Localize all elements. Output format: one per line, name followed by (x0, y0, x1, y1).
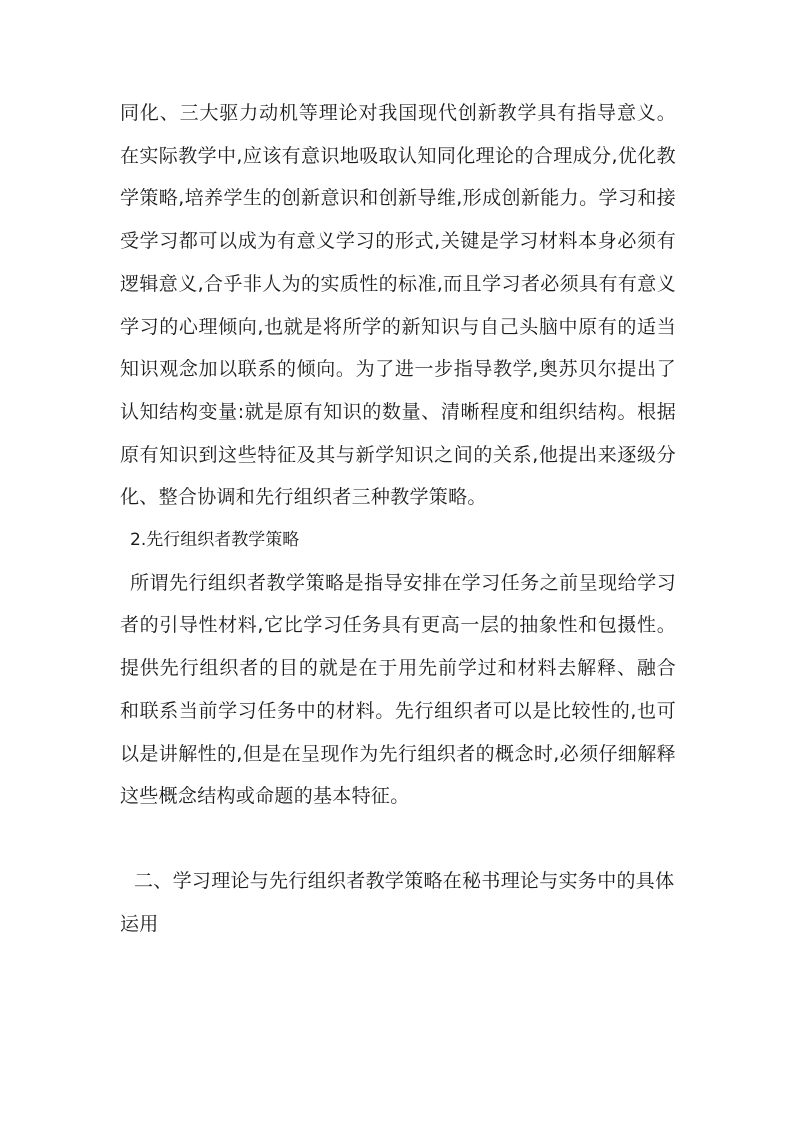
section-spacer (120, 818, 676, 860)
subheading-advance-organizer: 2.先行组织者教学策略 (130, 530, 300, 551)
section-heading: 二、学习理论与先行组织者教学策略在秘书理论与实务中的具体运用 (120, 869, 675, 935)
paragraph-assimilation-theory: 同化、三大驱力动机等理论对我国现代创新教学具有指导意义。在实际教学中,应该有意识地吸取认知同化理论的合理成分,优化教学策略,培养学生的创新意识和创新导维,形成创新能力。学习和接受学习都可以成为有意义学习的形式,关键是学习材料本身必须有逻辑意义,合乎非人为的实质性的标准,而且学习者必须具有有意义学习的心理倾向,也就是将所学的新知识与自己头脑中原有的适当知识观念加以联系的倾向。为了进一步指导教学,奥苏贝尔提出了认知结构变量:就是原有知识的数量、清晰程度和组织结构。根据原有知识到这些特征及其与新学知识之间的关系,他提出来逐级分化、整合协调和先行组织者三种教学策略。 (120, 102, 676, 509)
document-body (120, 92, 676, 945)
paragraph-advance-organizer: 所谓先行组织者教学策略是指导安排在学习任务之前呈现给学习者的引导性材料,它比学习任务具有更高一层的抽象性和包摄性。提供先行组织者的目的就是在于用先前学过和材料去解释、融合和联系当前学习任务中的材料。先行组织者可以是比较性的,也可以是讲解性的,但是在呈现作为先行组织者的概念时,必须仔细解释这些概念结构或命题的基本特征。 (120, 571, 676, 808)
